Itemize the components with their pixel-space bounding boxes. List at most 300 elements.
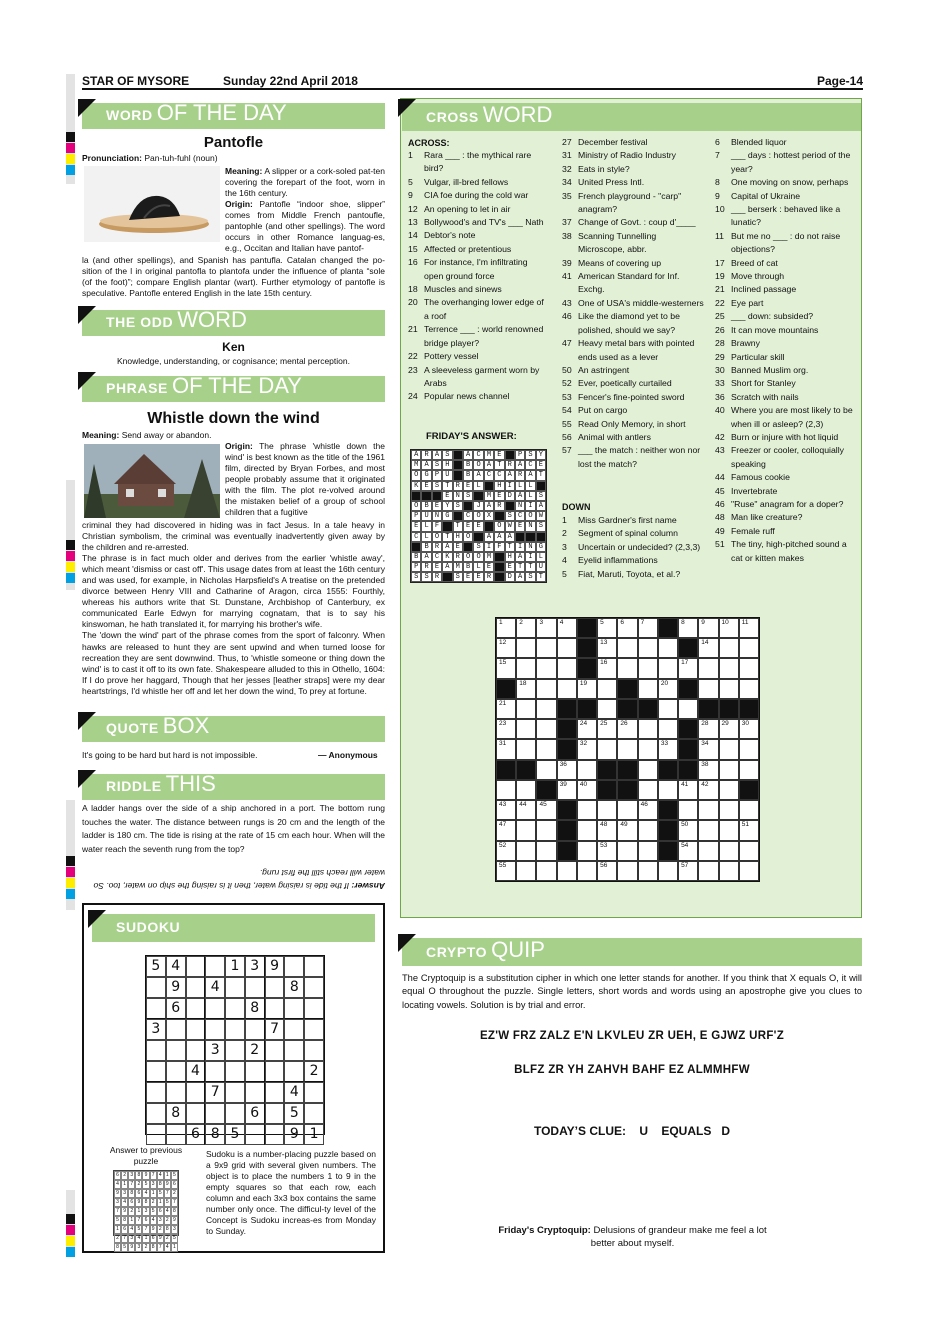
- cell-number: 33: [660, 740, 669, 748]
- crossword-cell[interactable]: [516, 638, 536, 658]
- cell-number: 12: [499, 639, 507, 647]
- crossword-cell[interactable]: [638, 760, 658, 780]
- crossword-cell[interactable]: [678, 699, 698, 719]
- sudoku-cell[interactable]: [265, 1082, 285, 1103]
- cell-number: 17: [681, 659, 689, 667]
- sudoku-cell[interactable]: [146, 1124, 166, 1145]
- crossword-cell[interactable]: [719, 780, 739, 800]
- prev-sudoku-cell: 7: [114, 1207, 121, 1216]
- answer-cell: E: [442, 491, 452, 501]
- crossword-cell: [557, 841, 577, 861]
- sudoku-cell[interactable]: [225, 1040, 245, 1061]
- clue-text: Popular news channel: [424, 391, 510, 402]
- sudoku-cell[interactable]: [146, 998, 166, 1019]
- crossword-cell[interactable]: [597, 800, 617, 820]
- sudoku-cell[interactable]: [245, 977, 265, 998]
- crossword-cell[interactable]: [638, 820, 658, 840]
- crossword-cell[interactable]: [719, 719, 739, 739]
- clue-number: 2: [562, 528, 567, 539]
- prev-sudoku-cell: 5: [150, 1207, 157, 1216]
- crossword-cell[interactable]: [597, 861, 617, 881]
- clue-text: Heavy metal bars with pointed ends used as a lever: [578, 338, 695, 362]
- issue-date: Sunday 22nd April 2018: [223, 74, 358, 88]
- answer-cell: B: [411, 552, 421, 562]
- crossword-cell[interactable]: [678, 861, 698, 881]
- answer-cell: L: [536, 552, 546, 562]
- clue-number: 26: [715, 324, 725, 335]
- clue-item: [408, 350, 548, 363]
- crossword-cell[interactable]: [638, 679, 658, 699]
- crossword-cell: [557, 699, 577, 719]
- prev-sudoku-cell: 5: [142, 1180, 149, 1189]
- prev-sudoku-cell: 5: [164, 1198, 171, 1207]
- answer-cell: F: [432, 521, 442, 531]
- crossword-cell[interactable]: [739, 618, 759, 638]
- crossword-cell[interactable]: [698, 658, 718, 678]
- crossword-cell[interactable]: [658, 739, 678, 759]
- crossword-cell[interactable]: [698, 820, 718, 840]
- clue-item: [408, 176, 548, 189]
- cryptoquip-clue: TODAY’S CLUE: U EQUALS D: [533, 1124, 731, 1138]
- sudoku-cell[interactable]: [245, 1061, 265, 1082]
- crossword-cell[interactable]: [597, 658, 617, 678]
- answer-cell: N: [525, 521, 535, 531]
- crossword-cell[interactable]: [516, 800, 536, 820]
- sudoku-cell[interactable]: [304, 956, 324, 977]
- crossword-cell[interactable]: [739, 760, 759, 780]
- page-header: [82, 72, 863, 90]
- crossword-cell[interactable]: [577, 760, 597, 780]
- crossword-cell[interactable]: [617, 800, 637, 820]
- crossword-cell[interactable]: [536, 719, 556, 739]
- crossword-cell[interactable]: [577, 800, 597, 820]
- crossword-cell: [557, 820, 577, 840]
- crossword-cell[interactable]: [638, 780, 658, 800]
- sudoku-cell[interactable]: [245, 1082, 265, 1103]
- sudoku-description: Sudoku is a number-placing puzzle based on a 9x9 grid with several given numbers. The object is to place the numbers 1 to 9 in the empty squares so that each row, each column and each 3x3 box contains the same number only once. The difficul-ty level of the Concept is Sudoku increas-es from Monday to Sunday.: [206, 1149, 376, 1237]
- crossword-cell[interactable]: [597, 638, 617, 658]
- sudoku-grid[interactable]: [145, 955, 325, 1142]
- sudoku-cell[interactable]: [186, 1082, 206, 1103]
- crossword-cell[interactable]: [536, 739, 556, 759]
- crossword-cell[interactable]: [638, 861, 658, 881]
- crossword-cell: [658, 618, 678, 638]
- crossword-cell[interactable]: [496, 820, 516, 840]
- cell-number: 34: [701, 740, 709, 748]
- crossword-cell[interactable]: [698, 780, 718, 800]
- crossword-cell[interactable]: [516, 699, 536, 719]
- sudoku-cell[interactable]: [265, 1061, 285, 1082]
- word-origin-cont: la (and other spellings), and Spanish has pantufla. Catalan changed the po-sition of the l in original pantofla to plantofa under the influence of planta “sole (of the foot)”; compare English plantar (wart). Further etymology of pantofle is speculative. Pantofle entered English in the late 15th century.: [82, 255, 385, 299]
- clue-item: [715, 203, 857, 230]
- sudoku-cell[interactable]: [304, 1019, 324, 1040]
- answer-cell: M: [484, 450, 494, 460]
- crossword-cell[interactable]: [496, 719, 516, 739]
- sudoku-cell[interactable]: [265, 1040, 285, 1061]
- crossword-cell[interactable]: [698, 861, 718, 881]
- crossword-cell[interactable]: [577, 719, 597, 739]
- clue-item: [715, 431, 857, 444]
- crossword-cell[interactable]: [617, 861, 637, 881]
- crossword-cell[interactable]: [719, 638, 739, 658]
- answer-cell: G: [442, 511, 452, 521]
- answer-cell: C: [515, 511, 525, 521]
- sudoku-cell[interactable]: [166, 1124, 186, 1145]
- crossword-cell[interactable]: [739, 658, 759, 678]
- quote-author: — Anonymous: [318, 750, 378, 760]
- crossword-cell[interactable]: [678, 618, 698, 638]
- crossword-cell[interactable]: [698, 760, 718, 780]
- crossword-cell[interactable]: [698, 739, 718, 759]
- sudoku-cell[interactable]: [284, 1040, 304, 1061]
- crossword-cell[interactable]: [739, 800, 759, 820]
- clue-number: 38: [562, 230, 572, 241]
- cell-number: 3: [539, 619, 544, 626]
- crossword-cell[interactable]: [638, 800, 658, 820]
- crossword-cell[interactable]: [739, 820, 759, 840]
- clue-number: 28: [715, 338, 725, 349]
- banner-label: CRYPTO: [426, 943, 488, 960]
- crossword-cell[interactable]: [516, 820, 536, 840]
- cell-number: 18: [519, 679, 527, 687]
- sudoku-cell[interactable]: [225, 998, 245, 1019]
- prev-sudoku-cell: 1: [171, 1243, 178, 1252]
- crossword-cell[interactable]: [557, 760, 577, 780]
- answer-cell: E: [432, 562, 442, 572]
- crossword-cell[interactable]: [496, 699, 516, 719]
- crossword-cell[interactable]: [739, 841, 759, 861]
- prev-sudoku-cell: 5: [171, 1234, 178, 1243]
- crossword-cell[interactable]: [719, 841, 739, 861]
- clue-item: [715, 283, 857, 296]
- crossword-cell[interactable]: [597, 719, 617, 739]
- crossword-cell[interactable]: [658, 679, 678, 699]
- color-registration-mark: [66, 1214, 75, 1258]
- crossword-cell: [678, 739, 698, 759]
- crossword-cell[interactable]: [597, 699, 617, 719]
- sudoku-cell[interactable]: [265, 1103, 285, 1124]
- prev-sudoku-cell: 3: [121, 1189, 128, 1198]
- sudoku-cell[interactable]: [205, 956, 225, 977]
- banner-label-2: WORD: [482, 101, 553, 127]
- crossword-cell[interactable]: [678, 820, 698, 840]
- crossword-cell[interactable]: [739, 679, 759, 699]
- sudoku-cell[interactable]: [245, 1019, 265, 1040]
- crossword-cell[interactable]: [577, 679, 597, 699]
- crossword-cell[interactable]: [698, 638, 718, 658]
- crossword-cell[interactable]: [536, 658, 556, 678]
- crossword-cell[interactable]: [719, 618, 739, 638]
- crossword-cell[interactable]: [617, 739, 637, 759]
- clue-item: [562, 216, 704, 229]
- answer-cell: C: [494, 470, 504, 480]
- answer-cell: C: [432, 552, 442, 562]
- prev-sudoku-cell: 8: [142, 1198, 149, 1207]
- crossword-cell[interactable]: [516, 739, 536, 759]
- crossword-cell[interactable]: [698, 719, 718, 739]
- crossword-cell[interactable]: [496, 841, 516, 861]
- crossword-cell[interactable]: [557, 780, 577, 800]
- crossword-cell[interactable]: [719, 679, 739, 699]
- prev-sudoku-cell: 7: [121, 1234, 128, 1243]
- crossword-cell[interactable]: [496, 638, 516, 658]
- riddle-answer: [82, 866, 385, 892]
- crossword-cell[interactable]: [638, 719, 658, 739]
- crossword-cell[interactable]: [516, 861, 536, 881]
- prev-sudoku-cell: 1: [164, 1171, 171, 1180]
- clue-item: [408, 216, 548, 229]
- banner-label-2: THIS: [165, 770, 216, 796]
- sudoku-cell[interactable]: [284, 1019, 304, 1040]
- clue-item: [715, 391, 857, 404]
- clue-number: 35: [562, 190, 572, 201]
- cell-number: 40: [579, 780, 588, 788]
- answer-cell: E: [494, 491, 504, 501]
- sudoku-cell: 1: [225, 956, 245, 977]
- crossword-cell[interactable]: [597, 618, 617, 638]
- crossword-cell[interactable]: [496, 618, 516, 638]
- crossword-cell[interactable]: [739, 638, 759, 658]
- sudoku-cell[interactable]: [225, 1019, 245, 1040]
- sudoku-cell[interactable]: [186, 956, 206, 977]
- sudoku-cell[interactable]: [166, 1061, 186, 1082]
- crossword-cell[interactable]: [719, 861, 739, 881]
- sudoku-cell[interactable]: [304, 998, 324, 1019]
- down-label: DOWN: [562, 502, 591, 512]
- sudoku-cell[interactable]: [186, 1040, 206, 1061]
- sudoku-cell[interactable]: [166, 1019, 186, 1040]
- clue-text: ___ down: subsided?: [731, 311, 814, 322]
- crossword-cell[interactable]: [516, 618, 536, 638]
- sudoku-cell[interactable]: [284, 1061, 304, 1082]
- answer-cell: A: [432, 450, 442, 460]
- crossword-cell[interactable]: [557, 618, 577, 638]
- answer-cell: M: [484, 552, 494, 562]
- sudoku-cell[interactable]: [265, 1124, 285, 1145]
- sudoku-cell: 1: [304, 1124, 324, 1145]
- sudoku-cell[interactable]: [225, 977, 245, 998]
- crossword-cell[interactable]: [597, 841, 617, 861]
- sudoku-cell[interactable]: [146, 1082, 166, 1103]
- crossword-cell[interactable]: [719, 820, 739, 840]
- answer-cell: R: [515, 470, 525, 480]
- crossword-cell[interactable]: [496, 658, 516, 678]
- sudoku-cell[interactable]: [146, 977, 166, 998]
- clue-item: [562, 431, 704, 444]
- sudoku-cell[interactable]: [166, 1040, 186, 1061]
- sudoku-cell[interactable]: [284, 998, 304, 1019]
- answer-cell: A: [515, 491, 525, 501]
- crossword-cell[interactable]: [516, 679, 536, 699]
- crossword-cell[interactable]: [516, 780, 536, 800]
- sudoku-cell[interactable]: [186, 1103, 206, 1124]
- crossword-cell[interactable]: [496, 861, 516, 881]
- crossword-cell[interactable]: [536, 760, 556, 780]
- sudoku-cell[interactable]: [186, 998, 206, 1019]
- crossword-cell[interactable]: [719, 739, 739, 759]
- crossword-cell[interactable]: [536, 861, 556, 881]
- crossword-cell[interactable]: [739, 861, 759, 881]
- crossword-cell[interactable]: [557, 638, 577, 658]
- crossword-cell[interactable]: [658, 719, 678, 739]
- crossword-cell[interactable]: [739, 719, 759, 739]
- answer-cell: S: [421, 572, 431, 582]
- crossword-cell[interactable]: [536, 820, 556, 840]
- clue-item: [715, 257, 857, 270]
- crossword-cell[interactable]: [658, 658, 678, 678]
- crossword-cell[interactable]: [617, 658, 637, 678]
- crossword-cell[interactable]: [719, 658, 739, 678]
- crossword-cell[interactable]: [658, 861, 678, 881]
- crossword-cell: [557, 739, 577, 759]
- answer-cell: [525, 532, 535, 542]
- prev-sudoku-cell: 5: [157, 1189, 164, 1198]
- answer-cell: R: [421, 562, 431, 572]
- crossword-cell[interactable]: [536, 638, 556, 658]
- crossword-cell[interactable]: [638, 618, 658, 638]
- sudoku-cell[interactable]: [265, 977, 285, 998]
- sudoku-cell[interactable]: [205, 1103, 225, 1124]
- crossword-cell[interactable]: [638, 638, 658, 658]
- crossword-cell[interactable]: [698, 800, 718, 820]
- sudoku-cell[interactable]: [205, 1019, 225, 1040]
- cell-number: 6: [620, 619, 624, 626]
- crossword-cell[interactable]: [719, 760, 739, 780]
- slipper-image: [84, 166, 220, 242]
- crossword-cell[interactable]: [536, 800, 556, 820]
- answer-cell: [536, 481, 546, 491]
- sudoku-cell[interactable]: [304, 1082, 324, 1103]
- prev-sudoku-cell: 1: [157, 1198, 164, 1207]
- crossword-cell[interactable]: [597, 739, 617, 759]
- answer-cell: O: [473, 552, 483, 562]
- sudoku-cell[interactable]: [304, 1040, 324, 1061]
- corner-triangle-icon: [78, 99, 96, 117]
- cell-number: 47: [499, 821, 507, 829]
- crossword-cell[interactable]: [536, 618, 556, 638]
- clue-item: [715, 190, 857, 203]
- clue-text: Freezer or cooler, colloquially speaking: [731, 445, 844, 469]
- crossword-cell[interactable]: [516, 719, 536, 739]
- sudoku-cell[interactable]: [205, 1061, 225, 1082]
- crossword-cell[interactable]: [658, 780, 678, 800]
- crossword-cell[interactable]: [597, 820, 617, 840]
- crossword-cell[interactable]: [557, 658, 577, 678]
- crossword-cell[interactable]: [638, 841, 658, 861]
- crossword-cell[interactable]: [739, 739, 759, 759]
- crossword-cell[interactable]: [719, 800, 739, 820]
- clue-text: Breed of cat: [731, 257, 778, 268]
- crossword-cell[interactable]: [678, 800, 698, 820]
- crossword-cell[interactable]: [577, 780, 597, 800]
- crossword-cell[interactable]: [516, 658, 536, 678]
- clue-item: [562, 554, 704, 567]
- clue-item: [562, 444, 704, 471]
- sudoku-cell[interactable]: [284, 956, 304, 977]
- sudoku-cell[interactable]: [146, 1040, 166, 1061]
- clue-text: Bollywood's and TV's ___ Nath: [424, 217, 544, 228]
- crossword-cell[interactable]: [496, 739, 516, 759]
- answer-cell: E: [473, 521, 483, 531]
- cryptoquip-banner: [402, 938, 862, 966]
- crossword-grid[interactable]: [495, 617, 760, 882]
- sudoku-cell[interactable]: [265, 998, 285, 1019]
- banner-label: QUOTE: [106, 719, 159, 736]
- crossword-cell[interactable]: [496, 800, 516, 820]
- cell-number: 20: [660, 679, 669, 687]
- answer-cell: T: [515, 562, 525, 572]
- crossword-cell[interactable]: [658, 699, 678, 719]
- crossword-cell[interactable]: [577, 841, 597, 861]
- crossword-cell[interactable]: [536, 841, 556, 861]
- sudoku-cell[interactable]: [146, 1103, 166, 1124]
- clue-number: 16: [408, 257, 418, 268]
- prev-sudoku-cell: 4: [157, 1171, 164, 1180]
- answer-cell: [453, 450, 463, 460]
- crossword-cell: [536, 780, 556, 800]
- crossword-cell[interactable]: [617, 841, 637, 861]
- crossword-cell[interactable]: [698, 841, 718, 861]
- clue-number: 1: [562, 515, 567, 525]
- sudoku-cell[interactable]: [304, 977, 324, 998]
- crossword-cell[interactable]: [617, 638, 637, 658]
- crossword-cell[interactable]: [536, 679, 556, 699]
- answer-cell: A: [494, 532, 504, 542]
- crossword-cell[interactable]: [577, 739, 597, 759]
- crossword-cell[interactable]: [617, 719, 637, 739]
- crossword-cell: [658, 820, 678, 840]
- crossword-cell[interactable]: [638, 658, 658, 678]
- sudoku-cell[interactable]: [205, 998, 225, 1019]
- sudoku-cell[interactable]: [304, 1103, 324, 1124]
- crossword-cell: [658, 760, 678, 780]
- crossword-cell[interactable]: [597, 679, 617, 699]
- crossword-cell[interactable]: [617, 820, 637, 840]
- sudoku-cell[interactable]: [166, 1082, 186, 1103]
- sudoku-cell[interactable]: [186, 1019, 206, 1040]
- crossword-cell[interactable]: [678, 780, 698, 800]
- crossword-cell[interactable]: [577, 820, 597, 840]
- crossword-cell[interactable]: [577, 861, 597, 881]
- sudoku-cell[interactable]: [146, 1061, 166, 1082]
- sudoku-cell: 8: [245, 998, 265, 1019]
- sudoku-cell[interactable]: [186, 977, 206, 998]
- clue-number: 44: [715, 472, 725, 483]
- crossword-cell[interactable]: [638, 739, 658, 759]
- crossword-cell[interactable]: [516, 841, 536, 861]
- sudoku-cell[interactable]: [225, 1082, 245, 1103]
- color-registration-mark: [66, 540, 75, 584]
- crossword-cell[interactable]: [678, 658, 698, 678]
- crossword-cell[interactable]: [617, 618, 637, 638]
- crossword-cell[interactable]: [496, 780, 516, 800]
- sudoku-cell[interactable]: [245, 1124, 265, 1145]
- cell-number: 13: [600, 639, 608, 647]
- crossword-cell[interactable]: [536, 699, 556, 719]
- crossword-cell[interactable]: [698, 679, 718, 699]
- crossword-cell[interactable]: [658, 638, 678, 658]
- sudoku-cell[interactable]: [225, 1061, 245, 1082]
- clue-number: 51: [715, 539, 725, 550]
- crossword-cell[interactable]: [678, 841, 698, 861]
- prev-sudoku-cell: 8: [135, 1171, 142, 1180]
- crossword-cell[interactable]: [557, 861, 577, 881]
- crossword-cell[interactable]: [557, 679, 577, 699]
- answer-cell: E: [463, 481, 473, 491]
- sudoku-cell[interactable]: [225, 1103, 245, 1124]
- clue-number: 22: [408, 351, 418, 362]
- crossword-cell[interactable]: [698, 618, 718, 638]
